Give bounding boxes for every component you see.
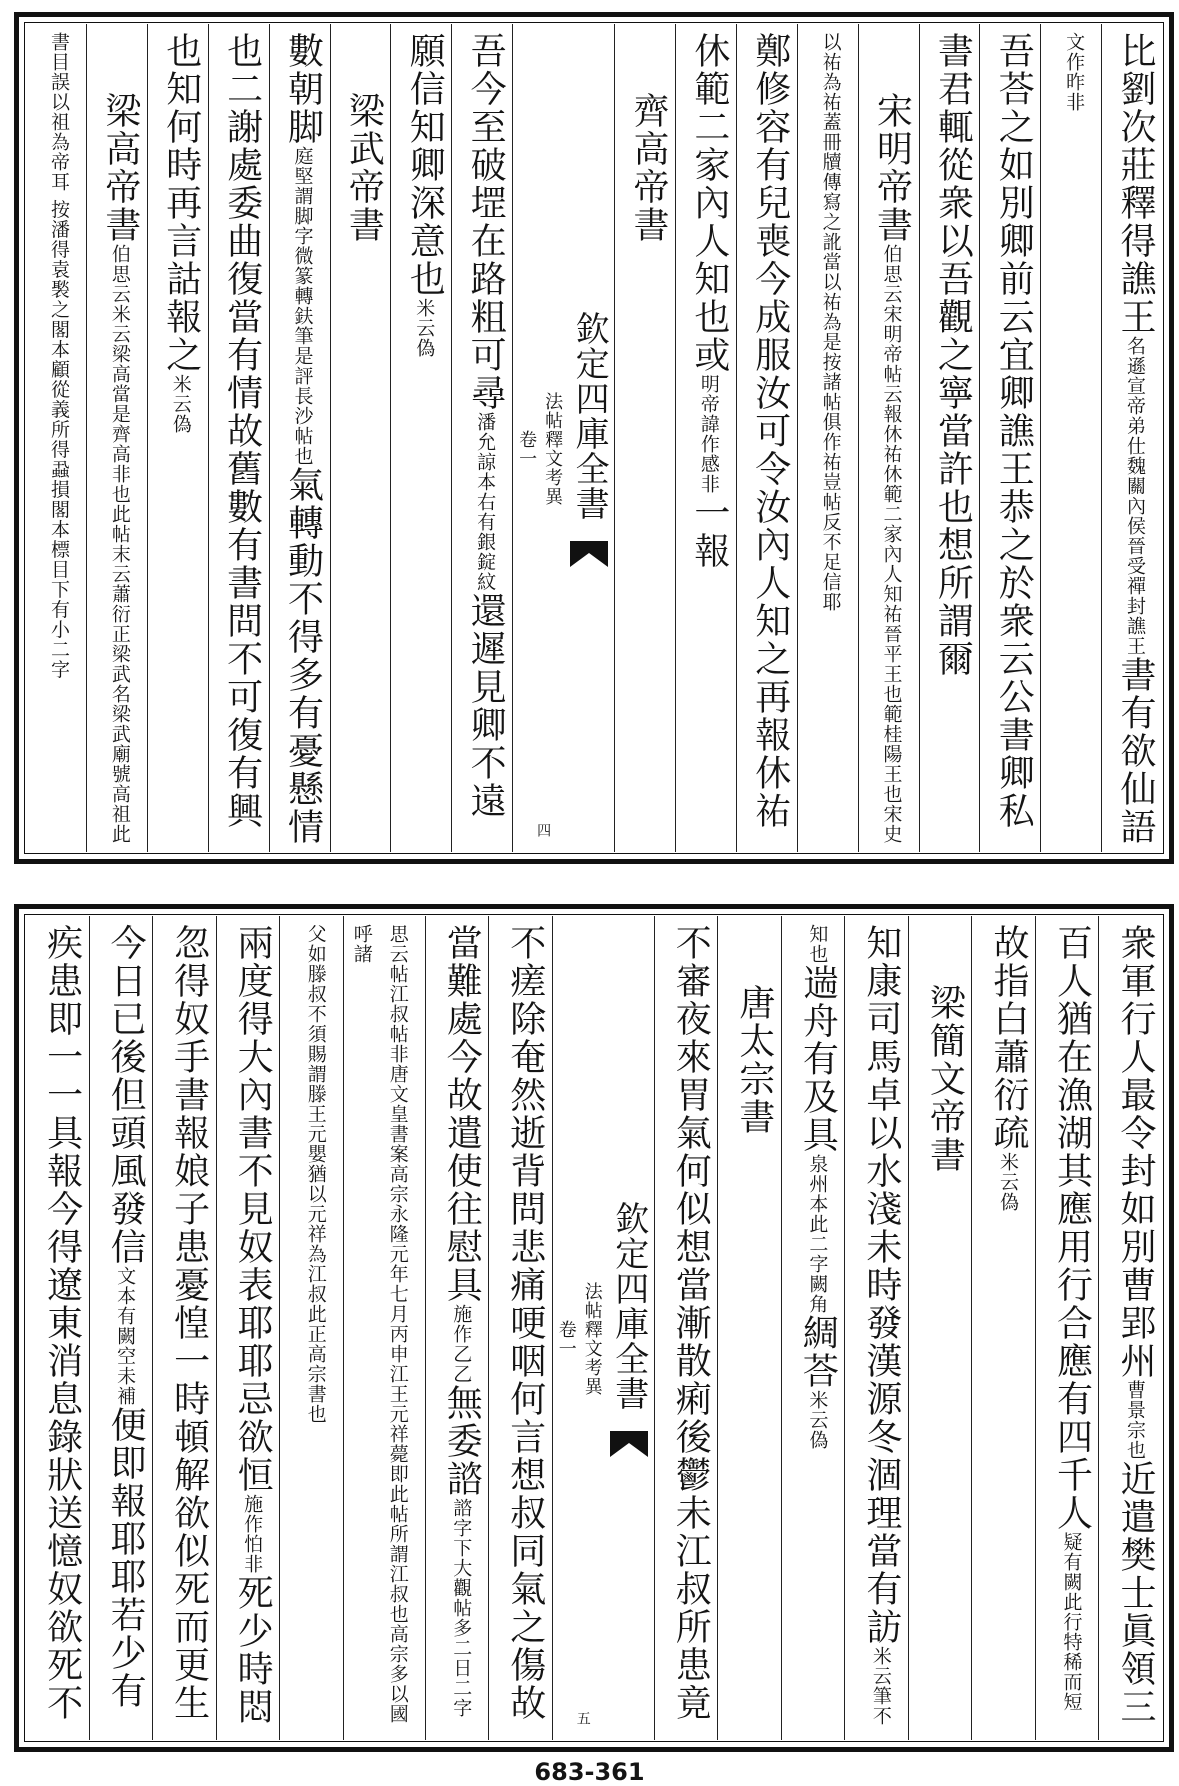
annotation-text: 思云帖江叔帖非唐文皇書案高宗永隆元年七月丙申江王元祥薨即此帖所謂江叔也高宗多以國呼諸 <box>350 924 409 1724</box>
main-text: 便即報耶耶若少有 <box>105 1406 147 1710</box>
text-column <box>451 24 512 852</box>
text-column <box>971 916 1035 1740</box>
annotation-text: 施作乙乙 <box>450 1304 473 1384</box>
annotation-text: 米云偽 <box>996 1152 1019 1212</box>
text-column <box>844 916 908 1740</box>
fishtail-mark-icon <box>570 541 608 567</box>
text-column <box>390 24 451 852</box>
text-column <box>736 24 797 852</box>
banner-juan: 卷一 <box>516 430 538 468</box>
text-column <box>1035 916 1099 1740</box>
main-text: 數朝脚 <box>282 32 324 146</box>
main-text: 吾荅之如別卿前云宜卿譙王恭之於衆云公書卿私 <box>993 32 1035 830</box>
text-column <box>614 24 675 852</box>
banner-juan: 卷一 <box>555 1320 577 1358</box>
main-text: 梁武帝書 <box>343 92 385 244</box>
main-text: 故指白蕭衍疏 <box>987 924 1029 1152</box>
annotation-text: 文作昨非 <box>1063 32 1086 112</box>
banner-title: 欽定四庫全書 <box>608 1201 649 1412</box>
main-text: 吾今至破堽在路粗可尋 <box>465 32 507 412</box>
main-text: 今日已後但頭風發信 <box>105 924 147 1266</box>
main-text: 也知何時再言詁報之 <box>160 32 202 374</box>
text-column <box>26 916 89 1740</box>
annotation-text: 書目誤以祖為帝耳 按潘得袁褧之閣本顧從義所得蝨損閣本標目下有小二字 <box>48 32 70 680</box>
text-column <box>152 916 216 1740</box>
folio-number: 四 <box>535 823 552 838</box>
main-text: 宋明帝書 <box>871 92 913 244</box>
main-text: 疾患即一一具報今得遼東消息錄狀送憶奴欲死不 <box>41 924 83 1722</box>
main-text: 休範二家內人知也或 <box>688 32 730 374</box>
text-column <box>675 24 736 852</box>
main-text: 氣轉動不得多有憂懸情 <box>282 466 324 846</box>
main-text: 唐太宗書 <box>733 984 775 1136</box>
annotation-text: 米云偽 <box>806 1390 829 1450</box>
center-banner <box>512 24 614 852</box>
text-column <box>86 24 147 852</box>
annotation-text: 伯思云米云梁高當是齊高非也此帖末云蕭衍正梁武名梁武廟號高祖此 <box>108 244 131 844</box>
text-column <box>979 24 1040 852</box>
banner-subtitle: 法帖釋文考異 <box>581 1282 603 1396</box>
main-text: 知康司馬卓以水淺未時發漢源冬涸理當有訪 <box>860 924 902 1646</box>
main-text: 綢荅 <box>797 1314 839 1390</box>
text-column <box>717 916 781 1740</box>
upper-page-columns <box>26 24 1162 852</box>
annotation-text: 米云偽 <box>413 298 436 358</box>
text-column <box>89 916 153 1740</box>
annotation-text: 庭堅謂脚字微篆轉鈇筆是評長沙帖也 <box>291 146 314 466</box>
main-text: 齊高帝書 <box>628 92 669 244</box>
text-column <box>488 916 552 1740</box>
text-column <box>797 24 858 852</box>
main-text: 鄭修容有兒喪今成服汝可令汝內人知之再報休祐 <box>749 32 791 830</box>
banner-subtitle: 法帖釋文考異 <box>542 392 564 506</box>
text-column <box>1101 24 1162 852</box>
text-column <box>908 916 972 1740</box>
annotation-text: 米云筆不 <box>869 1646 892 1726</box>
main-text: 百人猶在漁湖其應用行合應有四千人 <box>1051 924 1093 1532</box>
annotation-text: 父如滕叔不須賜謂滕王元嬰猶以元祥為江叔此正高宗書也 <box>304 924 327 1424</box>
text-column <box>343 916 425 1740</box>
text-column <box>919 24 980 852</box>
main-text: 兩度得大內書不見奴表耶耶忌欲恒 <box>232 924 274 1494</box>
main-text: 比劉次莊釋得譙王 <box>1115 32 1156 336</box>
annotation-text: 泉州本此二字闕角 <box>806 1154 829 1314</box>
main-text: 不瘥除奄然逝背問悲痛哽咽何言想叔同氣之傷故 <box>504 924 546 1722</box>
annotation-text: 名遜宣帝弟仕魏關內侯晉受禪封譙王 <box>1124 336 1146 656</box>
text-column <box>425 916 489 1740</box>
annotation-text: 曹景宗也 <box>1124 1380 1146 1460</box>
text-column <box>147 24 208 852</box>
annotation-text: 以祐為祐蓋冊牘傳寫之訛當以祐為是按諸帖俱作祐豈帖反不足信耶 <box>819 32 842 612</box>
text-column <box>279 916 343 1740</box>
annotation-text: 文本有闕空未補 <box>114 1266 137 1406</box>
main-text: 當難處今故遣使往慰具 <box>441 924 483 1304</box>
banner-title: 欽定四庫全書 <box>569 311 610 522</box>
text-column <box>269 24 330 852</box>
annotation-text: 明帝諱作感非 <box>697 374 720 494</box>
main-text: 梁高帝書 <box>99 92 141 244</box>
annotation-text: 米云偽 <box>169 374 192 434</box>
text-column <box>208 24 269 852</box>
annotation-text: 潘允諒本右有銀錠紋 <box>474 412 497 592</box>
text-column <box>781 916 845 1740</box>
text-column <box>858 24 919 852</box>
fishtail-mark-icon <box>610 1431 648 1457</box>
main-text: 還遲見卿不遠 <box>465 592 507 820</box>
main-text: 遄舟有及具 <box>797 964 839 1154</box>
annotation-text: 諮字下大觀帖多二日二字 <box>450 1498 473 1718</box>
main-text: 死少時悶 <box>232 1574 274 1726</box>
upper-page <box>14 12 1174 864</box>
text-column <box>654 916 718 1740</box>
text-column <box>1040 24 1101 852</box>
text-column <box>330 24 391 852</box>
main-text: 衆軍行人最令封如別曹郢州 <box>1115 924 1156 1380</box>
main-text: 忽得奴手書報娘子患憂惶一時頓解欲似死而更生 <box>168 924 210 1722</box>
main-text: 願信知卿深意也 <box>404 32 446 298</box>
main-text: 一報 <box>688 494 730 570</box>
main-text: 近遣樊士眞領三 <box>1115 1460 1156 1726</box>
main-text: 不審夜來胃氣何似想當漸散痢後鬱未江叔所患竟 <box>670 924 712 1722</box>
text-column <box>26 24 86 852</box>
main-text: 書有欲仙語 <box>1115 656 1156 846</box>
annotation-text: 疑有闕此行特稀而短 <box>1060 1532 1083 1712</box>
main-text: 梁簡文帝書 <box>924 984 966 1174</box>
center-banner <box>552 916 654 1740</box>
annotation-text: 知也 <box>806 924 829 964</box>
page-number: 683-361 <box>534 1758 645 1786</box>
lower-page-columns <box>26 916 1162 1740</box>
main-text: 也二謝處委曲復當有情故舊數有書問不可復有興 <box>221 32 263 830</box>
main-text: 無委諮 <box>441 1384 483 1498</box>
text-column <box>1098 916 1162 1740</box>
annotation-text: 伯思云宋明帝帖云報休祐休範二家內人知祐晉平王也範桂陽王也宋史 <box>880 244 903 844</box>
main-text: 書君輒從衆以吾觀之寧當許也想所謂爾 <box>932 32 974 678</box>
lower-page <box>14 904 1174 1752</box>
folio-number: 五 <box>574 1711 591 1726</box>
text-column <box>216 916 280 1740</box>
annotation-text: 施作怕非 <box>241 1494 264 1574</box>
